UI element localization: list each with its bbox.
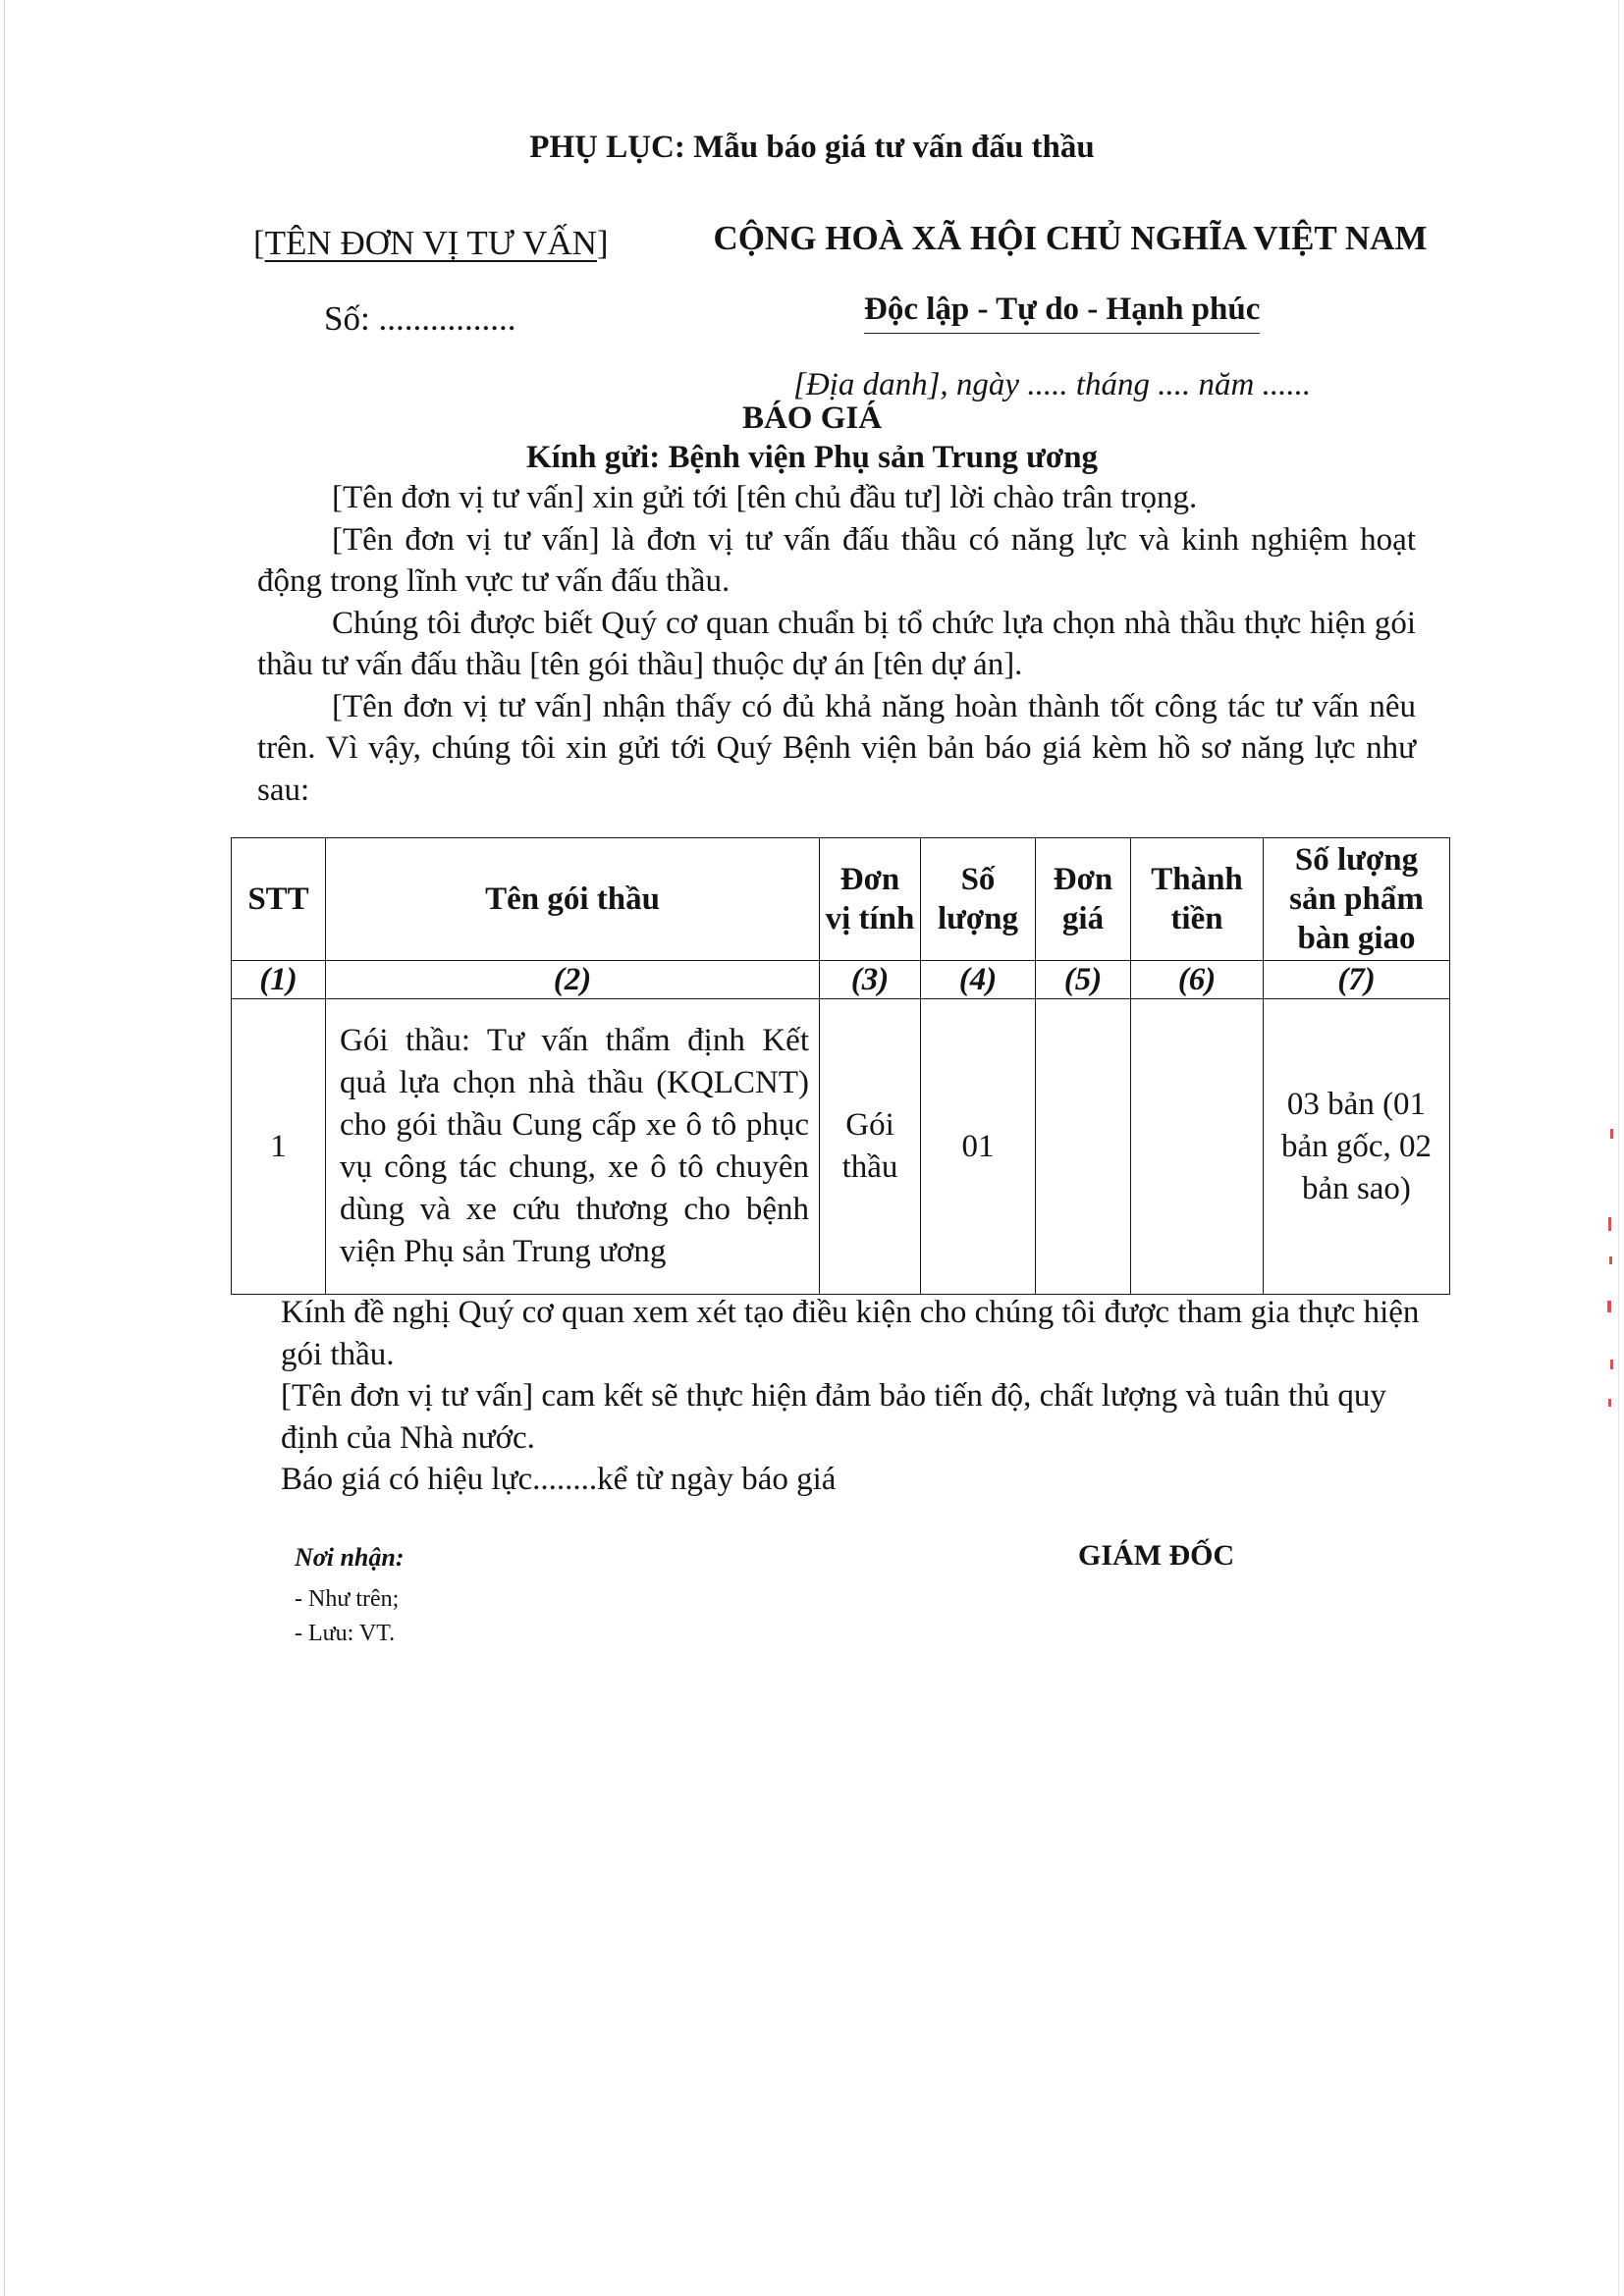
org-close-bracket: ] (596, 224, 609, 262)
page-title: PHỤ LỤC: Mẫu báo giá tư vấn đấu thầu (529, 130, 1095, 165)
cell-amount (1131, 999, 1264, 1295)
org-name-text: TÊN ĐƠN VỊ TƯ VẤN (264, 224, 597, 262)
header-stt: STT (232, 838, 326, 961)
table-row (232, 999, 1450, 1295)
quotation-table (231, 837, 1450, 1295)
cell-unit: Gói thầu (820, 999, 921, 1295)
page-edge-left (4, 0, 5, 2296)
closing-paragraph: Báo giá có hiệu lực........kể từ ngày báo giá (281, 1462, 837, 1497)
column-number: (5) (1036, 961, 1131, 999)
consultant-unit-name (253, 224, 609, 263)
column-number: (6) (1131, 961, 1264, 999)
national-motto: Độc lập - Tự do - Hạnh phúc (864, 292, 1260, 334)
column-number: (7) (1264, 961, 1450, 999)
margin-mark (1609, 1256, 1612, 1264)
paragraph: Chúng tôi được biết Quý cơ quan chuẩn bị tổ chức lựa chọn nhà thầu thực hiện gói thầu tư vấn đấu thầu [tên gói thầu] thuộc dự án [tên dự án]. (257, 605, 1416, 682)
header-amount: Thành tiền (1131, 838, 1264, 961)
closing-paragraph: [Tên đơn vị tư vấn] cam kết sẽ thực hiện đảm bảo tiến độ, chất lượng và tuân thủ quy định của Nhà nước. (281, 1378, 1386, 1456)
column-number: (4) (921, 961, 1036, 999)
header-deliverables: Số lượng sản phẩm bàn giao (1264, 838, 1450, 961)
recipients-title: Nơi nhận: (295, 1543, 405, 1572)
recipient-line: Kính gửi: Bệnh viện Phụ sản Trung ương (525, 440, 1099, 475)
signature-title: GIÁM ĐỐC (1078, 1539, 1235, 1572)
document-number: Số: ................ (324, 299, 516, 338)
closing-paragraph: Kính đề nghị Quý cơ quan xem xét tạo điều kiện cho chúng tôi được tham gia thực hiện gói thầu. (281, 1295, 1420, 1372)
recipients-item: - Như trên; (295, 1586, 400, 1612)
cell-deliverables: 03 bản (01 bản gốc, 02 bản sao) (1264, 999, 1450, 1295)
header-quantity: Số lượng (921, 838, 1036, 961)
margin-mark (1608, 1217, 1611, 1231)
paragraph: [Tên đơn vị tư vấn] xin gửi tới [tên chủ đầu tư] lời chào trân trọng. (332, 480, 1198, 515)
header-unit: Đơn vị tính (820, 838, 921, 961)
page-edge-right (1618, 0, 1619, 2296)
column-number: (3) (820, 961, 921, 999)
margin-mark (1607, 1301, 1611, 1312)
cell-quantity: 01 (921, 999, 1036, 1295)
margin-mark (1610, 1360, 1613, 1369)
paragraph: [Tên đơn vị tư vấn] là đơn vị tư vấn đấu thầu có năng lực và kinh nghiệm hoạt động trong lĩnh vực tư vấn đấu thầu. (257, 521, 1416, 599)
recipients-item: - Lưu: VT. (295, 1621, 396, 1646)
paragraph: [Tên đơn vị tư vấn] nhận thấy có đủ khả năng hoàn thành tốt công tác tư vấn nêu trên. Vì vậy, chúng tôi xin gửi tới Quý Bệnh viện bản báo giá kèm hồ sơ năng lực như sau: (257, 688, 1416, 808)
header-package-name: Tên gói thầu (326, 838, 820, 961)
table-header-row (232, 838, 1450, 961)
place-date-line: [Địa danh], ngày ..... tháng .... năm ...... (793, 367, 1312, 402)
country-name: CỘNG HOÀ XÃ HỘI CHỦ NGHĨA VIỆT NAM (713, 219, 1428, 257)
column-number-row (232, 961, 1450, 999)
intro-paragraphs (257, 477, 1416, 811)
org-open-bracket: [ (253, 224, 265, 262)
margin-mark (1610, 1129, 1613, 1139)
margin-mark (1608, 1399, 1611, 1407)
column-number: (2) (326, 961, 820, 999)
closing-paragraphs (281, 1292, 1439, 1501)
cell-unit-price (1036, 999, 1131, 1295)
column-number: (1) (232, 961, 326, 999)
cell-package-name: Gói thầu: Tư vấn thẩm định Kết quả lựa chọn nhà thầu (KQLCNT) cho gói thầu Cung cấp xe ô tô phục vụ công tác chung, xe ô tô chuyên dùng và xe cứu thương cho bệnh viện Phụ sản Trung ương (326, 999, 820, 1295)
header-unit-price: Đơn giá (1036, 838, 1131, 961)
document-heading: BÁO GIÁ (741, 400, 883, 436)
cell-stt: 1 (232, 999, 326, 1295)
